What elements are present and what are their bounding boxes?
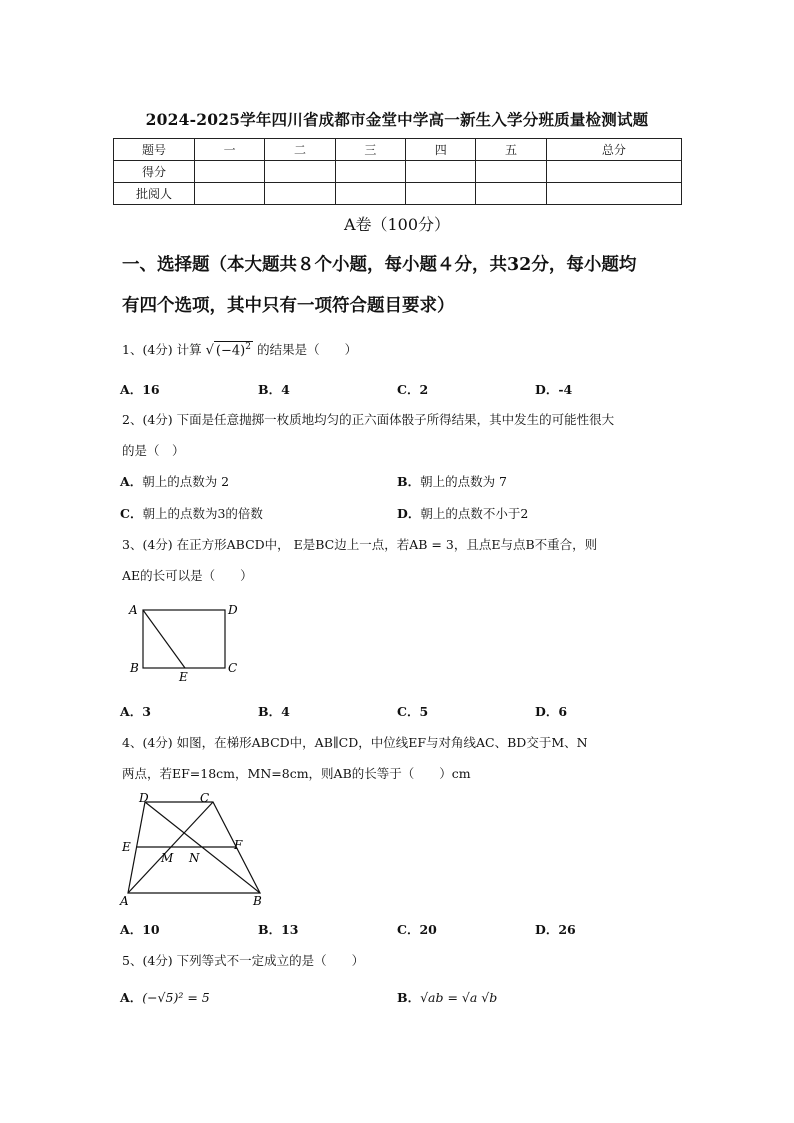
score-row-label: 得分 [114, 161, 195, 183]
label-a: A [129, 603, 138, 617]
option-d[interactable] [535, 380, 572, 398]
option-key: D． [535, 922, 559, 937]
score-cell [265, 183, 335, 205]
option-b[interactable] [397, 472, 507, 490]
score-header-cell: 五 [476, 139, 546, 161]
option-c[interactable] [397, 380, 428, 398]
trapezoid-figure [115, 790, 270, 908]
label-m: M [161, 851, 174, 865]
question-4-line2: 两点，若EF=18cm，MN=8cm，则AB的长等于（ ）cm [122, 766, 471, 781]
section-heading: A卷（100分） [343, 215, 451, 234]
option-a[interactable] [120, 988, 210, 1006]
option-key: B． [258, 704, 282, 719]
option-d[interactable] [535, 702, 567, 720]
sqrt-exponent: 2 [245, 341, 251, 352]
score-table-row [114, 183, 682, 205]
option-text: -4 [558, 382, 573, 397]
question-3-line2: AE的长可以是（ ） [122, 568, 253, 583]
score-cell [546, 183, 681, 205]
label-d: D [228, 603, 238, 617]
option-text: 朝上的点数为3的倍数 [142, 506, 263, 521]
question-4-line1: 4、(4分) 如图，在梯形ABCD中，AB∥CD，中位线EF与对角线AC、BD交于M、N [122, 735, 588, 750]
option-text: 5 [419, 704, 429, 719]
option-text: 16 [142, 382, 160, 397]
score-cell [406, 161, 476, 183]
score-cell [335, 161, 405, 183]
score-table-header-row [114, 139, 682, 161]
score-header-cell: 题号 [114, 139, 195, 161]
option-key: C． [397, 922, 420, 937]
option-b[interactable] [258, 702, 290, 720]
option-a[interactable] [120, 380, 160, 398]
option-key: A． [120, 704, 143, 719]
segment-ae [143, 610, 185, 668]
score-cell [476, 183, 546, 205]
option-c[interactable] [397, 920, 437, 938]
option-key: B． [397, 474, 421, 489]
score-cell [546, 161, 681, 183]
question-1 [122, 340, 357, 358]
option-text: (−√5)² = 5 [142, 990, 210, 1005]
option-text: 3 [142, 704, 151, 719]
option-key: C． [120, 506, 143, 521]
score-table-row [114, 161, 682, 183]
label-f: F [234, 838, 243, 852]
sqrt-expression [206, 343, 257, 358]
score-header-cell: 三 [335, 139, 405, 161]
option-b[interactable] [397, 988, 497, 1006]
score-table [113, 138, 682, 205]
score-cell [195, 161, 265, 183]
option-b[interactable] [258, 920, 298, 938]
part-title-line2: 有四个选项，其中只有一项符合题目要求） [122, 296, 455, 316]
option-c[interactable] [120, 504, 263, 522]
square-outline [143, 610, 225, 668]
part-title-line1: 一、选择题（本大题共８个小题，每小题４分，共32分，每小题均 [122, 255, 637, 275]
sqrt-radicand: (−4) [215, 343, 246, 358]
score-cell [476, 161, 546, 183]
sqrt-icon: √ [205, 343, 214, 358]
question-2-line1: 2、(4分) 下面是任意抛掷一枚质地均匀的正六面体骰子所得结果，其中发生的可能性很大 [122, 412, 615, 427]
option-c[interactable] [397, 702, 428, 720]
option-key: A． [120, 990, 143, 1005]
option-key: D． [535, 382, 559, 397]
option-b[interactable] [258, 380, 290, 398]
option-key: C． [397, 382, 420, 397]
label-b: B [253, 894, 262, 908]
option-key: B． [397, 990, 421, 1005]
option-key: C． [397, 704, 420, 719]
option-key: A． [120, 922, 143, 937]
option-key: A． [120, 474, 143, 489]
score-cell [406, 183, 476, 205]
question-1-prefix: 1、(4分) 计算 [122, 342, 202, 357]
label-c: C [228, 661, 238, 675]
page-title: 2024-2025学年四川省成都市金堂中学高一新生入学分班质量检测试题 [145, 110, 649, 129]
square-figure [122, 600, 252, 684]
option-a[interactable] [120, 702, 151, 720]
option-text: 朝上的点数为 7 [420, 474, 508, 489]
option-text: 朝上的点数为 2 [142, 474, 230, 489]
score-header-cell: 二 [265, 139, 335, 161]
option-text: 20 [419, 922, 437, 937]
question-2-line2: 的是（ ） [122, 443, 185, 458]
option-d[interactable] [397, 504, 528, 522]
option-key: D． [397, 506, 421, 521]
option-text: 4 [281, 704, 290, 719]
score-header-cell: 一 [195, 139, 265, 161]
option-key: A． [120, 382, 143, 397]
option-text: 13 [281, 922, 299, 937]
score-cell [335, 183, 405, 205]
option-text: √ab = √a √b [420, 990, 498, 1005]
score-cell [195, 183, 265, 205]
score-cell [265, 161, 335, 183]
label-n: N [189, 851, 200, 865]
option-text: 4 [281, 382, 290, 397]
label-e: E [122, 840, 131, 854]
label-d: D [139, 791, 149, 805]
question-3-line1: 3、(4分) 在正方形ABCD中， E是BC边上一点，若AB = 3，且点E与点B不重合，则 [122, 537, 598, 552]
option-key: B． [258, 382, 282, 397]
option-key: B． [258, 922, 282, 937]
question-1-suffix: 的结果是（ ） [257, 342, 358, 357]
question-5-line1: 5、(4分) 下列等式不一定成立的是（ ） [122, 953, 365, 968]
score-row-label: 批阅人 [114, 183, 195, 205]
option-text: 6 [558, 704, 568, 719]
option-text: 10 [142, 922, 160, 937]
label-c: C [200, 791, 210, 805]
option-a[interactable] [120, 472, 229, 490]
option-text: 2 [419, 382, 429, 397]
option-a[interactable] [120, 920, 160, 938]
score-header-cell: 四 [406, 139, 476, 161]
option-d[interactable] [535, 920, 576, 938]
label-b: B [130, 661, 139, 675]
option-key: D． [535, 704, 559, 719]
label-a: A [120, 894, 129, 908]
option-text: 朝上的点数不小于2 [420, 506, 529, 521]
label-e: E [179, 670, 188, 684]
score-header-cell: 总分 [546, 139, 681, 161]
option-text: 26 [558, 922, 576, 937]
